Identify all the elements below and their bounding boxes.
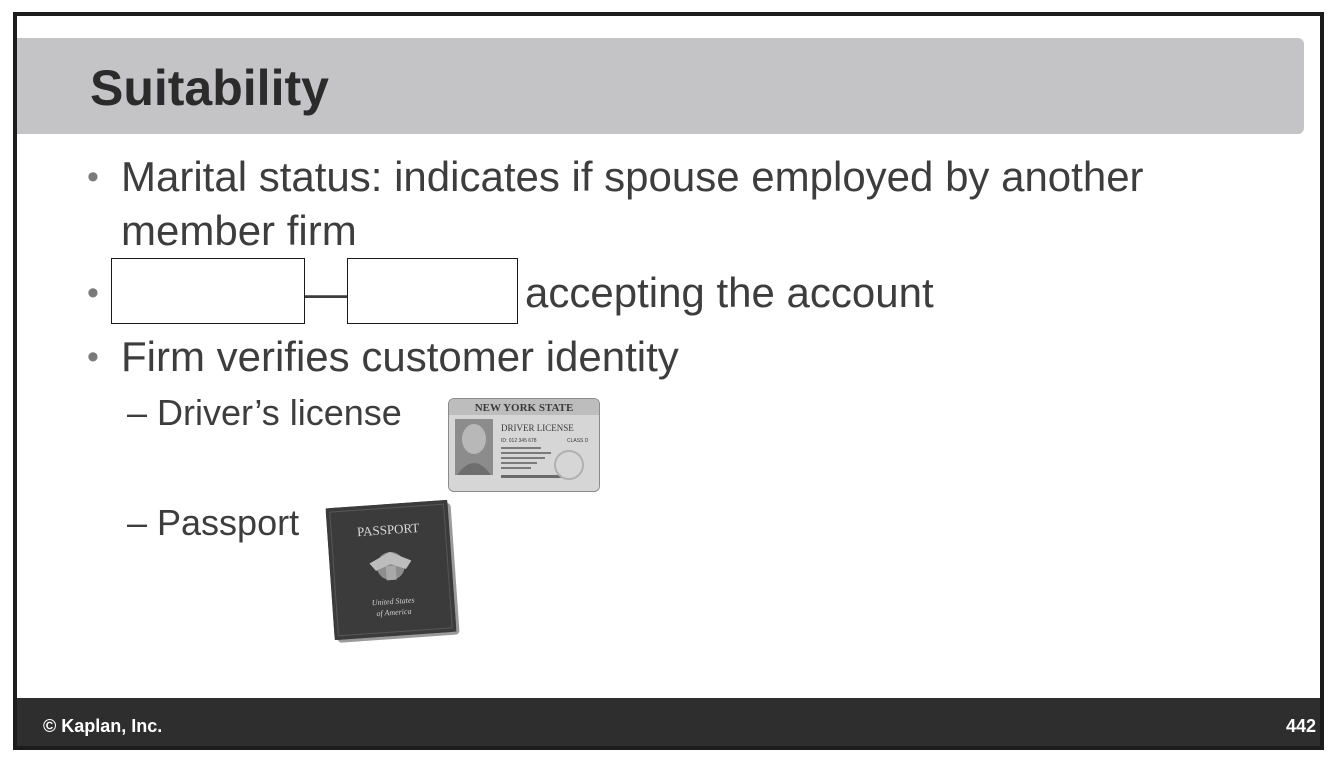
bullet-text: Marital status: indicates if spouse employed by another member firm xyxy=(121,153,1144,254)
license-card-graphic xyxy=(449,399,599,491)
passport-graphic xyxy=(326,500,457,640)
license-id: ID: 012 345 678 xyxy=(501,438,537,444)
copyright-text: © Kaplan, Inc. xyxy=(43,716,163,736)
bullet-dot: • xyxy=(87,274,99,312)
license-state: NEW YORK STATE xyxy=(474,402,574,414)
sub-bullet-drivers-license: – Driver’s license xyxy=(127,392,402,433)
sub-bullet-passport: – Passport xyxy=(127,502,300,543)
passport-image xyxy=(326,500,457,640)
bullet-dot: • xyxy=(87,158,99,196)
page-number: 442 xyxy=(1285,716,1316,736)
drivers-license-image xyxy=(448,398,600,492)
bullet-dot: • xyxy=(87,338,99,376)
passport-country-line1: United States xyxy=(371,595,415,608)
license-class: CLASS D xyxy=(567,438,589,444)
bullet-text: Firm verifies customer identity xyxy=(121,333,679,380)
redaction-box xyxy=(347,258,518,324)
license-type: DRIVER LICENSE xyxy=(501,423,574,433)
em-dash: — xyxy=(305,269,347,316)
slide xyxy=(13,12,1324,750)
passport-country-line2: of America xyxy=(376,606,412,619)
bullet-accepting-account xyxy=(87,266,1087,326)
passport-label: PASSPORT xyxy=(356,519,420,540)
redaction-box xyxy=(111,258,305,324)
footer-bar xyxy=(17,698,1320,746)
slide-title: Suitability xyxy=(90,60,329,116)
bullet-text: accepting the account xyxy=(525,269,934,316)
title-bar xyxy=(17,38,1304,134)
